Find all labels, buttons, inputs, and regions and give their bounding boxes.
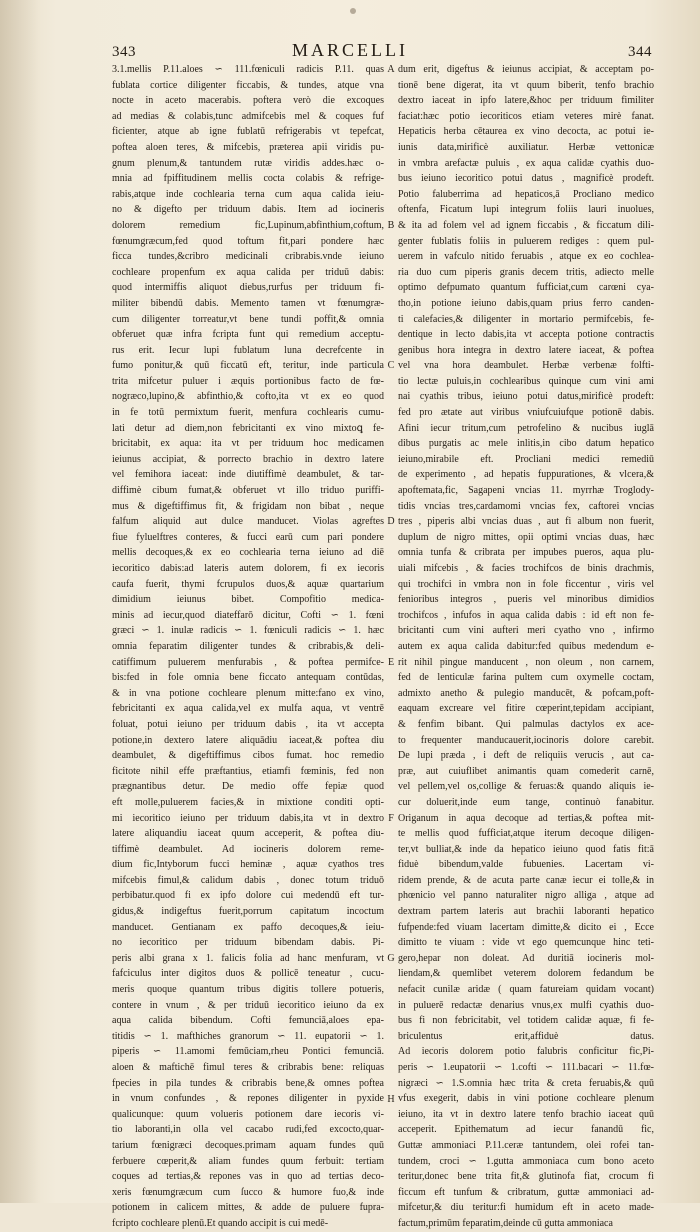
text-line: ficcum eft tunfum & cribratum, guttæ ammoniaci ad- (398, 1186, 654, 1198)
text-line: manducet. Gentianam ex paffo decoques,& ieiu- (112, 921, 384, 933)
text-line: ieiuno, ita vt in dextro latere tenfo brachio iaceat quū (398, 1108, 654, 1120)
text-line: rabis,atque inde cochlearia terna cum aqua calida ieiu- (112, 188, 384, 200)
text-line: præ, aut cuiuflibet animantis quam comederit carnē, (398, 765, 654, 777)
text-line: uiali mifcebis , & facies trochifcos de binis drachmis, (398, 563, 654, 574)
text-line: dimidium ieiunus bibet. Compofitio medica- (112, 594, 384, 606)
text-line: Potio faluberrima ad hepaticos,ā Procliano medico (398, 188, 654, 200)
text-line: in puluerē redactæ denarius vnus,ex mulfi cyathis duo- (398, 999, 654, 1011)
text-line: uerem in vafculo nitido feruabis , atque ex eo cochlea- (398, 251, 654, 263)
text-line: gidus,& indigeftus fuerit,porrum capitatum incoctum (112, 906, 384, 918)
text-line: omnia feparatim diligenter tundes & cribrabis,& deli- (112, 640, 384, 652)
text-line: fpecies in pila tundes & cribrabis bene,& omnes poftea (112, 1077, 384, 1089)
text-line: nai cyathis tribus, ieiuno potui datus,mirificè prodeft: (398, 391, 654, 403)
text-line: aqua calida bibendum. Cofti femunciā,aloes epa- (112, 1015, 384, 1027)
page-mark (350, 8, 356, 14)
left-text-column (112, 62, 384, 1232)
text-line: mifcebis fimul,& calidum dabis , donec totum triduō (112, 874, 384, 886)
text-line: peris ∽ 1.eupatorii ∽ 1.cofti ∽ 111.bacari ∽ 11.fœ- (398, 1062, 654, 1073)
text-line: potionem in calicem mittes, & adde de puluere fupra- (112, 1202, 384, 1214)
text-line: caufa fuerit, thymi fcrupulos duos,& aquæ quartarium (112, 578, 384, 590)
text-line: rus erit. Iecur lupi fublatum luna decrefcente in (112, 344, 384, 356)
text-line: foluat, potui ieiuno per triduum dabis , ita vt accepta (112, 718, 384, 730)
margin-letter: G (387, 953, 395, 965)
margin-letter: H (387, 1093, 395, 1105)
text-line: aloen & maftichē fimul teres & cribrabis bene: reliquas (112, 1062, 384, 1073)
text-line: fed pro ætate aut viribus vniufcuiufque potionē dabis. (398, 407, 654, 419)
text-line: ti calefacies,& diligenter in mortario permifcebis, fe- (398, 313, 654, 325)
text-line: te mellis quod fufficiat,atque iterum decoque diligen- (398, 828, 654, 840)
text-line: in fe totū permixtum fuerit, menfura cochlearis cumu- (112, 407, 384, 419)
text-line: fumo ponitur,& quū ficcatū eft, teritur, inde particula (112, 360, 384, 372)
text-line: bus ieiuno iecoritico potui datus , magnificè prodeft. (398, 173, 654, 185)
text-line: prægnantibus detur. De medio offe fepiæ quod (112, 781, 384, 793)
text-line: duplum de nigro mittes, opii optimi vncias duas, hæc (398, 531, 654, 543)
text-line: græci ∽ 1. inulæ radicis ∽ 1. fœniculi radicis ∽ 1. hæc (112, 625, 384, 637)
text-line: optimo defpumato quantum fufficiat,cum carœni cya- (398, 282, 654, 294)
text-line: diffimè cibum fumat,& obferuet vt illo triduo puriffi- (112, 485, 384, 497)
left-folio-number: 343 (112, 44, 136, 60)
margin-letter: C (387, 360, 395, 372)
text-line: oftenfa, Ficatum lupi integrum foliis lauri inuolues, (398, 204, 654, 216)
text-line: 3.1.mellis P.11.aloes ∽ 111.fœniculi radicis P.11. quas (112, 64, 384, 75)
text-line: fublata cortice diligenter ficcabis, & tundes, atque vna (112, 79, 384, 91)
text-line: tio laboranti,in olla vel cacabo rudi,fed excocto,quar- (112, 1124, 384, 1136)
text-line: dolorem remedium fic,Lupinum,abfinthium,coftum, (112, 219, 384, 231)
text-line: tidis vncias tres,cardamomi vncias fex, caftorei vncias (398, 500, 654, 512)
text-line: nocte in aceto macerabis. poftera verò die excoques (112, 95, 384, 107)
text-line: mi iecoritico ieiuno per triduum dabis,ita vt in dextro (112, 812, 384, 824)
text-line: bis:fed in fole omnia bene ficcato antequam contūdas, (112, 672, 384, 684)
text-line: meris quoque quantum tribus digitis tollere potueris, (112, 984, 384, 996)
text-line: bricitabit, ex aqua: ita vt per triduum hoc medicamen (112, 438, 384, 450)
text-line: catiffimum puluerem menfurabis , & poftea permifce- (112, 656, 384, 668)
text-line: no iecoritico per triduum bibendam dabis. Pi- (112, 937, 384, 949)
text-line: Hepaticis herba cētaurea ex vino decocta, ac potui ie- (398, 126, 654, 138)
text-line: Ad iecoris dolorem potio falubris conficitur fic,Pi- (398, 1046, 654, 1058)
text-line: tho,in potione ieiuno dabis,quam prius ferro canden- (398, 297, 654, 309)
margin-letter: D (387, 516, 395, 528)
text-line: teritur,donec bene trita fit,& glutinofa fiat, crocum fi (398, 1171, 654, 1183)
text-line: eft molle,puluerem facies,& in mixtione conditi opti- (112, 796, 384, 808)
text-line: dextro iaceat in ipfo latere,&hoc per triduum fimiliter (398, 95, 654, 107)
text-line: qui trochifci in vmbra non in fole ficcentur , viris vel (398, 578, 654, 590)
text-line: trita mifcetur puluer i æquis portionibus facto de fœ- (112, 375, 384, 387)
text-line: militer bibendū dabis. Memento tamen vt fœnumgræ- (112, 297, 384, 309)
text-line: tundem, croci ∽ 1.gutta ammoniaca cum bono aceto (398, 1155, 654, 1167)
text-line: fcripto cochleare plenū.Et quando accipit is cui medē- (112, 1217, 329, 1229)
text-line: obferuet quæ infra fcripta funt qui remedium acceptu- (112, 329, 384, 341)
text-line: vel pellem,vel os,collige & feruas:& quando aliquis ie- (398, 781, 654, 793)
text-line: fafciculus inter digitos duos & pollicē teneatur , cucu- (112, 968, 384, 980)
text-line: mellis decoques,& ex eo cochlearia terna ieiuno ad diē (112, 547, 384, 559)
text-line: tarium fœnigræci decoques.primam aquam fundes quū (112, 1139, 384, 1151)
text-line: nefacit cunilæ aridæ ( quam fatureiam quidam vocant) (398, 984, 654, 996)
text-line: tionē bene digerat, ita vt quum biberit, tenfo brachio (398, 79, 654, 91)
text-line: eaquam excreare vel fitire cœperint,tepidam accipiant, (398, 703, 654, 715)
text-line: lati detur ad diem,non febricitanti ex vino mixtoꝗ fe- (112, 422, 384, 434)
text-line: poftea aloen teres, & mifcebis, præterea apii viridis pu- (112, 141, 384, 153)
text-line: ieiuno,mirabile eft. Procliani medici remediū (398, 453, 654, 465)
text-line: fœnumgræcum,fed quod toftum fit,pari pondere hæc (112, 235, 384, 247)
text-line: gnum plenum,& tantundem rutæ viridis addes.hæc o- (112, 157, 384, 169)
text-line: faciat:hæc potio iecoriticos etiam veteres mirè fanat. (398, 110, 654, 122)
text-line: omnia tunfa & cribrata per impubes pueros, aqua plu- (398, 547, 654, 559)
text-line: mnia ad fpiffitudinem mellis cocta colabis & refrige- (112, 173, 384, 185)
text-line: dentique in lecto dabis,ita vt accepta potione contractis (398, 329, 654, 341)
text-line: fed de lenticulæ farina pultem cum oxymelle coctam, (398, 672, 654, 684)
text-line: vel femihora iaceat: inde diutiffimè deambulet, & tar- (112, 469, 384, 481)
text-line: factum,primūm feparatim,deinde cū gutta ammoniaca (398, 1217, 613, 1229)
text-line: potione,in dextero latere aliquādiu iaceat,& poftea diu (112, 734, 384, 746)
text-line: vel vna hora deambulet. Herbæ verbenæ folfti- (398, 360, 654, 372)
text-line: bus fi non febricitabit, vel totidem calidæ aquæ, fi fe- (398, 1015, 654, 1027)
text-line: fenioribus integros , pueris vel minoribus dimidios (398, 594, 654, 606)
text-line: quod intermiffis aliquot diebus,rurfus per triduum fi- (112, 282, 384, 294)
margin-letter: F (388, 812, 394, 824)
text-line: genibus hora integra in dextro latere iaceat, & poftea (398, 344, 654, 356)
text-line: xeris fœnumgræcum cum ſucco & humore fuo,& inde (112, 1186, 384, 1198)
text-line: Afini iecur tritum,cum petrofelino & nucibus iuglā (398, 422, 654, 434)
text-line: fufpende:fed viuam lacertam dimitte,& dicito ei , Ecce (398, 921, 654, 933)
text-line: bricitanti cum vini aufteri meri cyatho vno , infirmo (398, 625, 654, 637)
text-line: peris albi grana x 1. falicis folia ad hanc menfuram, vt (112, 952, 384, 964)
text-line: De lupi præda , i deft de reliquiis verucis , aut ca- (398, 750, 654, 762)
text-line: acceperit. Epithematum ad iecur fanandū fic, (398, 1124, 654, 1136)
text-line: coques ad tertias,& repones vas in quo ad tertias deco- (112, 1171, 384, 1183)
right-text-column (398, 62, 654, 1232)
text-line: to frequenter manducauerit,iocinoris dolore carebit. (398, 734, 654, 746)
text-line: qualicunque: quum volueris potionem dare iecoris vi- (112, 1108, 384, 1120)
text-line: liendam,& quemlibet veterem dolorem fedandum be (398, 968, 654, 980)
text-line: nogræco,lupino,& abfinthio,& cofto,ita vt ex eo quod (112, 391, 384, 403)
text-line: nigræci ∽ 1.S.omnia hæc trita & creta feruabis,& quū (398, 1077, 654, 1089)
text-line: ridem prende, & de acuta parte canæ iecur ei tolle,& in (398, 874, 654, 886)
text-line: ad medias & colabis,tunc admifcebis mel & coques fuf (112, 110, 384, 122)
text-line: deambulet, & digeftiffimus cibos fumat. hoc remedio (112, 750, 384, 762)
text-line: phœnicio vel panno naturaliter nigro alliga , atque ad (398, 890, 654, 902)
text-line: tres , piperis albi vncias duas , aut fi album non fuerit, (398, 516, 654, 528)
text-line: briculentus erit,affiduè datus. (398, 1030, 654, 1042)
margin-letter: A (387, 64, 395, 75)
text-line: piperis ∽ 11.amomi femūciam,rheu Pontici femunciā. (112, 1046, 384, 1058)
text-line: cum diligenter torreatur,vt bene tundi poffit,& omnia (112, 313, 384, 325)
text-line: mifcetur,& diu teritur:fi humidum eft in aceto made- (398, 1202, 654, 1214)
text-line: no & digefto per triduum dabis. Item ad iocineris (112, 204, 384, 216)
text-line: genter fublatis foliis in puluerem rediges : quem pul- (398, 235, 654, 247)
text-line: autem ex aqua calida dabitur:fed quibus medendum e- (398, 640, 654, 652)
text-line: contere in vnum , & per triduū iecoritico ieiuno da ex (112, 999, 384, 1011)
text-line: & in vna potione cochleare plenum mitte:fano ex vino, (112, 687, 384, 699)
text-line: vfus exegerit, dabis in vini potione cochleare plenum (398, 1093, 654, 1105)
text-line: fiduè bibendum,valde fubuenies. Lacertam vi- (398, 859, 654, 871)
text-line: tiffimè deambulet. Ad iocineris dolorem reme- (112, 843, 384, 855)
text-line: dium fic,Intyborum fucci heminæ , aquæ cyathos tres (112, 859, 384, 871)
text-line: iunis data,mirificè auxiliatur. Herbæ vettonicæ (398, 141, 654, 153)
page-shadow (0, 0, 40, 1203)
running-head: MARCELLI (292, 40, 408, 60)
margin-letter: B (387, 220, 395, 231)
text-line: iecoritico dabis:ad lateris autem dolorem, fi ex iecoris (112, 563, 384, 574)
text-line: fiue fyluelftres conteres, & fucci earū cum pari pondere (112, 531, 384, 543)
text-line: cur doluerit,inde eum tange, continuò fanabitur. (398, 796, 654, 808)
text-line: febricitanti ex aqua calida,vel ex mulfa aqua, vt ventrē (112, 703, 384, 715)
text-line: minis ad iecur,quod diateffarō dicitur, Cofti ∽ 1. fœni (112, 609, 384, 621)
text-line: dimitto te viuam : vide vt ego quemcunque hinc teti- (398, 937, 654, 949)
margin-letter: E (387, 656, 395, 668)
text-line: ficitote nihil effe præftantius, etiamfi fœminis, fed non (112, 765, 384, 777)
text-line: admixto anetho & pulegio manducēt, & pofcam,poft- (398, 687, 654, 699)
text-line: latere aliquandiu iaceat quum acceperit, & poftea diu- (112, 828, 384, 840)
text-line: dibus purgatis ac mele inlitis,in cibo datum hepatico (398, 438, 654, 450)
text-line: ficienter, atque ab igne fublatū refrigerabis vt tepefcat, (112, 126, 384, 138)
text-line: gero,hepar non doleat. Ad duritiā iocineris mol- (398, 952, 654, 964)
text-line: & fenfim bibant. Qui palmulas dactylos ex ace- (398, 718, 654, 730)
text-line: & ita ad folem vel ad ignem ficcabis , & ficcatum dili- (398, 219, 654, 231)
text-line: ria duo cum piperis granis decem tritis, adiecto melle (398, 266, 654, 278)
text-line: ieiunus accipiat, & porrecto brachio in dextro latere (112, 453, 384, 465)
text-line: rit nihil pingue manducent , non oleum , non carnem, (398, 656, 654, 668)
text-line: mus & digeftiffimus fit, & frigidam non bibat , neque (112, 500, 384, 512)
text-line: trochifcos , infufos in aqua calida dabis : id eft non fe- (398, 609, 654, 621)
text-line: de experimento , ad hepatis fuppurationes, & vlcera,& (398, 469, 654, 481)
text-line: apoftemata,fic, Sagapeni vncias 11. myrrhæ Troglody- (398, 485, 654, 497)
text-line: dum erit, digeftus & ieiunus accipiat, & acceptam po- (398, 64, 654, 75)
text-line: titidis ∽ 1. mafthiches granorum ∽ 11. eupatorii ∽ 1. (112, 1030, 384, 1042)
text-line: in vnum confundes , & repones diligenter in pyxide (112, 1093, 384, 1105)
text-line: ter,vt bulliat,& inde da hepatico ieiuno quod fatis fit:ā (398, 843, 654, 855)
text-line: tio lectæ puluis,in cochlearibus quinque cum vini ami (398, 375, 654, 387)
text-line: in vmbra arefactæ puluis , ex aqua calidæ cyathis duo- (398, 157, 654, 169)
right-folio-number: 344 (628, 44, 652, 60)
text-line: ficca tundes,&cribro medicinali cribrabis.vnde ieiuno (112, 251, 384, 263)
text-line: cochleare propenfum ex aqua calida per triduū dabis: (112, 266, 384, 278)
text-line: dextram partem lateris aut brachii laboranti hepatico (398, 906, 654, 918)
text-line: perbibatur.quod fi ex ipfo dolore cui medendū eft tur- (112, 890, 384, 902)
text-line: Origanum in aqua decoque ad tertias,& poftea mit- (398, 812, 654, 824)
text-line: Guttæ ammoniaci P.11.ceræ tantundem, olei rofei tan- (398, 1139, 654, 1151)
text-line: falfum aliquid aut dulce manducet. Violas agreftes (112, 516, 384, 528)
text-line: ferbuere cœperit,& aliam fundes quum ferbuit: tertiam (112, 1155, 384, 1167)
